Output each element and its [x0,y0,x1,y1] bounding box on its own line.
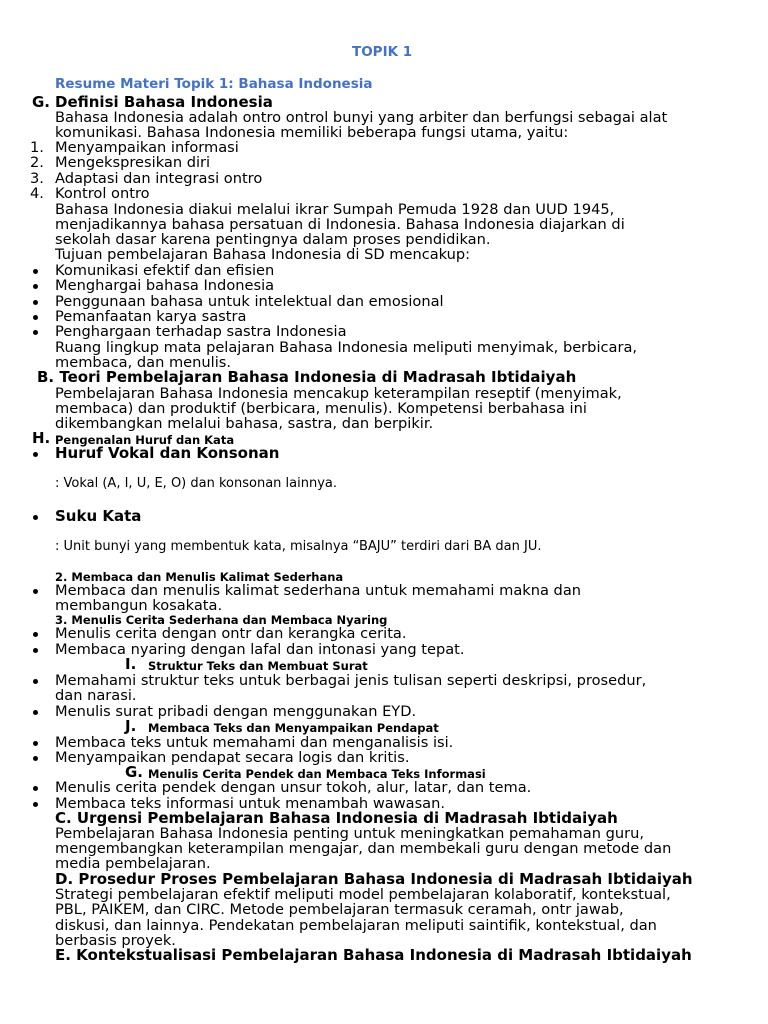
section-j-heading: Membaca Teks dan Menyampaikan Pendapat [148,721,439,735]
paragraph-line: mengembangkan keterampilan mengajar, dan membekali guru dengan metode dan [55,840,672,857]
page-title: TOPIK 1 [352,44,413,60]
bullet [33,786,38,791]
list-number: 4. [30,185,44,202]
bullet [33,452,38,457]
paragraph-line: Pembelajaran Bahasa Indonesia penting untuk meningkatkan pemahaman guru, [55,825,645,842]
section-g2-heading: Menulis Cerita Pendek dan Membaca Teks Informasi [148,767,486,781]
section-g2-marker: G. [125,763,144,781]
section-b-heading: B. Teori Pembelajaran Bahasa Indonesia di Madrasah Ibtidaiyah [37,368,577,386]
list-item: Membaca teks untuk memahami dan menganalisis isi. [55,734,454,751]
subheading: Suku Kata [55,507,142,525]
section-e-heading: E. Kontekstualisasi Pembelajaran Bahasa Indonesia di Madrasah Ibtidaiyah [55,946,692,964]
paragraph-line: Strategi pembelajaran efektif meliputi model pembelajaran kolaboratif, kontekstual, [55,886,671,903]
list-item: Pemanfaatan karya sastra [55,308,247,325]
list-item: Menyampaikan informasi [55,139,239,156]
paragraph-line: berbasis proyek. [55,932,176,949]
paragraph-line: Ruang lingkup mata pelajaran Bahasa Indonesia meliputi menyimak, berbicara, [55,339,638,356]
list-item: Membaca teks informasi untuk menambah wawasan. [55,795,446,812]
list-item: dan narasi. [55,687,137,704]
paragraph-line: komunikasi. Bahasa Indonesia memiliki beberapa fungsi utama, yaitu: [55,124,569,141]
list-item: Menghargai bahasa Indonesia [55,277,275,294]
bullet [33,648,38,653]
list-item: Menyampaikan pendapat secara logis dan kritis. [55,749,410,766]
list-item: Adaptasi dan integrasi ontro [55,170,263,187]
bullet [33,756,38,761]
paragraph-line: Pembelajaran Bahasa Indonesia mencakup keterampilan reseptif (menyimak, [55,385,622,402]
bullet [33,679,38,684]
list-item: Penghargaan terhadap sastra Indonesia [55,323,347,340]
list-item: Membaca dan menulis kalimat sederhana untuk memahami makna dan [55,582,582,599]
bullet [33,710,38,715]
bullet [33,632,38,637]
list-item: Menulis cerita pendek dengan unsur tokoh, alur, latar, dan tema. [55,779,532,796]
list-item: membangun kosakata. [55,597,223,614]
paragraph-line: : Vokal (A, I, U, E, O) dan konsonan lainnya. [55,476,337,491]
list-item: Penggunaan bahasa untuk intelektual dan emosional [55,293,444,310]
list-item: Memahami struktur teks untuk berbagai jenis tulisan seperti deskripsi, prosedur, [55,672,647,689]
subsection-heading: 3. Menulis Cerita Sederhana dan Membaca Nyaring [55,613,388,627]
section-h-marker: H. [32,429,51,447]
paragraph-line: : Unit bunyi yang membentuk kata, misalnya “BAJU” terdiri dari BA dan JU. [55,539,542,554]
page-subtitle: Resume Materi Topik 1: Bahasa Indonesia [55,76,373,92]
paragraph-line: diskusi, dan lainnya. Pendekatan pembelajaran meliputi saintifik, kontekstual, dan [55,917,657,934]
paragraph-line: membaca) dan produktif (berbicara, menulis). Kompetensi berbahasa ini [55,400,587,417]
bullet [33,300,38,305]
list-item: Menulis surat pribadi dengan menggunakan EYD. [55,703,417,720]
bullet [33,284,38,289]
section-i-marker: I. [125,655,137,673]
section-g-heading: Definisi Bahasa Indonesia [55,93,273,111]
list-number: 3. [30,170,44,187]
paragraph-line: menjadikannya bahasa persatuan di Indonesia. Bahasa Indonesia diajarkan di [55,216,625,233]
list-item: Membaca nyaring dengan lafal dan intonasi yang tepat. [55,641,465,658]
list-item: Menulis cerita dengan ontr dan kerangka cerita. [55,625,407,642]
bullet [33,330,38,335]
subsection-heading: 2. Membaca dan Menulis Kalimat Sederhana [55,570,344,584]
bullet [33,741,38,746]
paragraph-line: dikembangkan melalui bahasa, sastra, dan berpikir. [55,415,434,432]
bullet [33,515,38,520]
section-c-heading: C. Urgensi Pembelajaran Bahasa Indonesia di Madrasah Ibtidaiyah [55,809,618,827]
paragraph-line: media pembelajaran. [55,855,211,872]
paragraph-line: PBL, PAIKEM, dan CIRC. Metode pembelajaran termasuk ceramah, ontr jawab, [55,901,624,918]
bullet [33,802,38,807]
section-d-heading: D. Prosedur Proses Pembelajaran Bahasa Indonesia di Madrasah Ibtidaiyah [55,870,693,888]
paragraph-line: Bahasa Indonesia diakui melalui ikrar Sumpah Pemuda 1928 dan UUD 1945, [55,201,615,218]
section-g-marker: G. [32,93,51,111]
paragraph-line: Bahasa Indonesia adalah ontro ontrol bunyi yang arbiter dan berfungsi sebagai alat [55,109,668,126]
list-number: 1. [30,139,44,156]
section-i-heading: Struktur Teks dan Membuat Surat [148,659,368,673]
subheading: Huruf Vokal dan Konsonan [55,444,280,462]
list-item: Mengekspresikan diri [55,154,211,171]
list-number: 2. [30,154,44,171]
section-h-heading: Pengenalan Huruf dan Kata [55,433,235,447]
paragraph-line: sekolah dasar karena pentingnya dalam proses pendidikan. [55,231,491,248]
bullet [33,269,38,274]
bullet [33,315,38,320]
paragraph-line: membaca, dan menulis. [55,354,232,371]
section-j-marker: J. [125,717,137,735]
paragraph-line: Tujuan pembelajaran Bahasa Indonesia di SD mencakup: [55,246,471,263]
bullet [33,589,38,594]
list-item: Komunikasi efektif dan efisien [55,262,275,279]
list-item: Kontrol ontro [55,185,150,202]
